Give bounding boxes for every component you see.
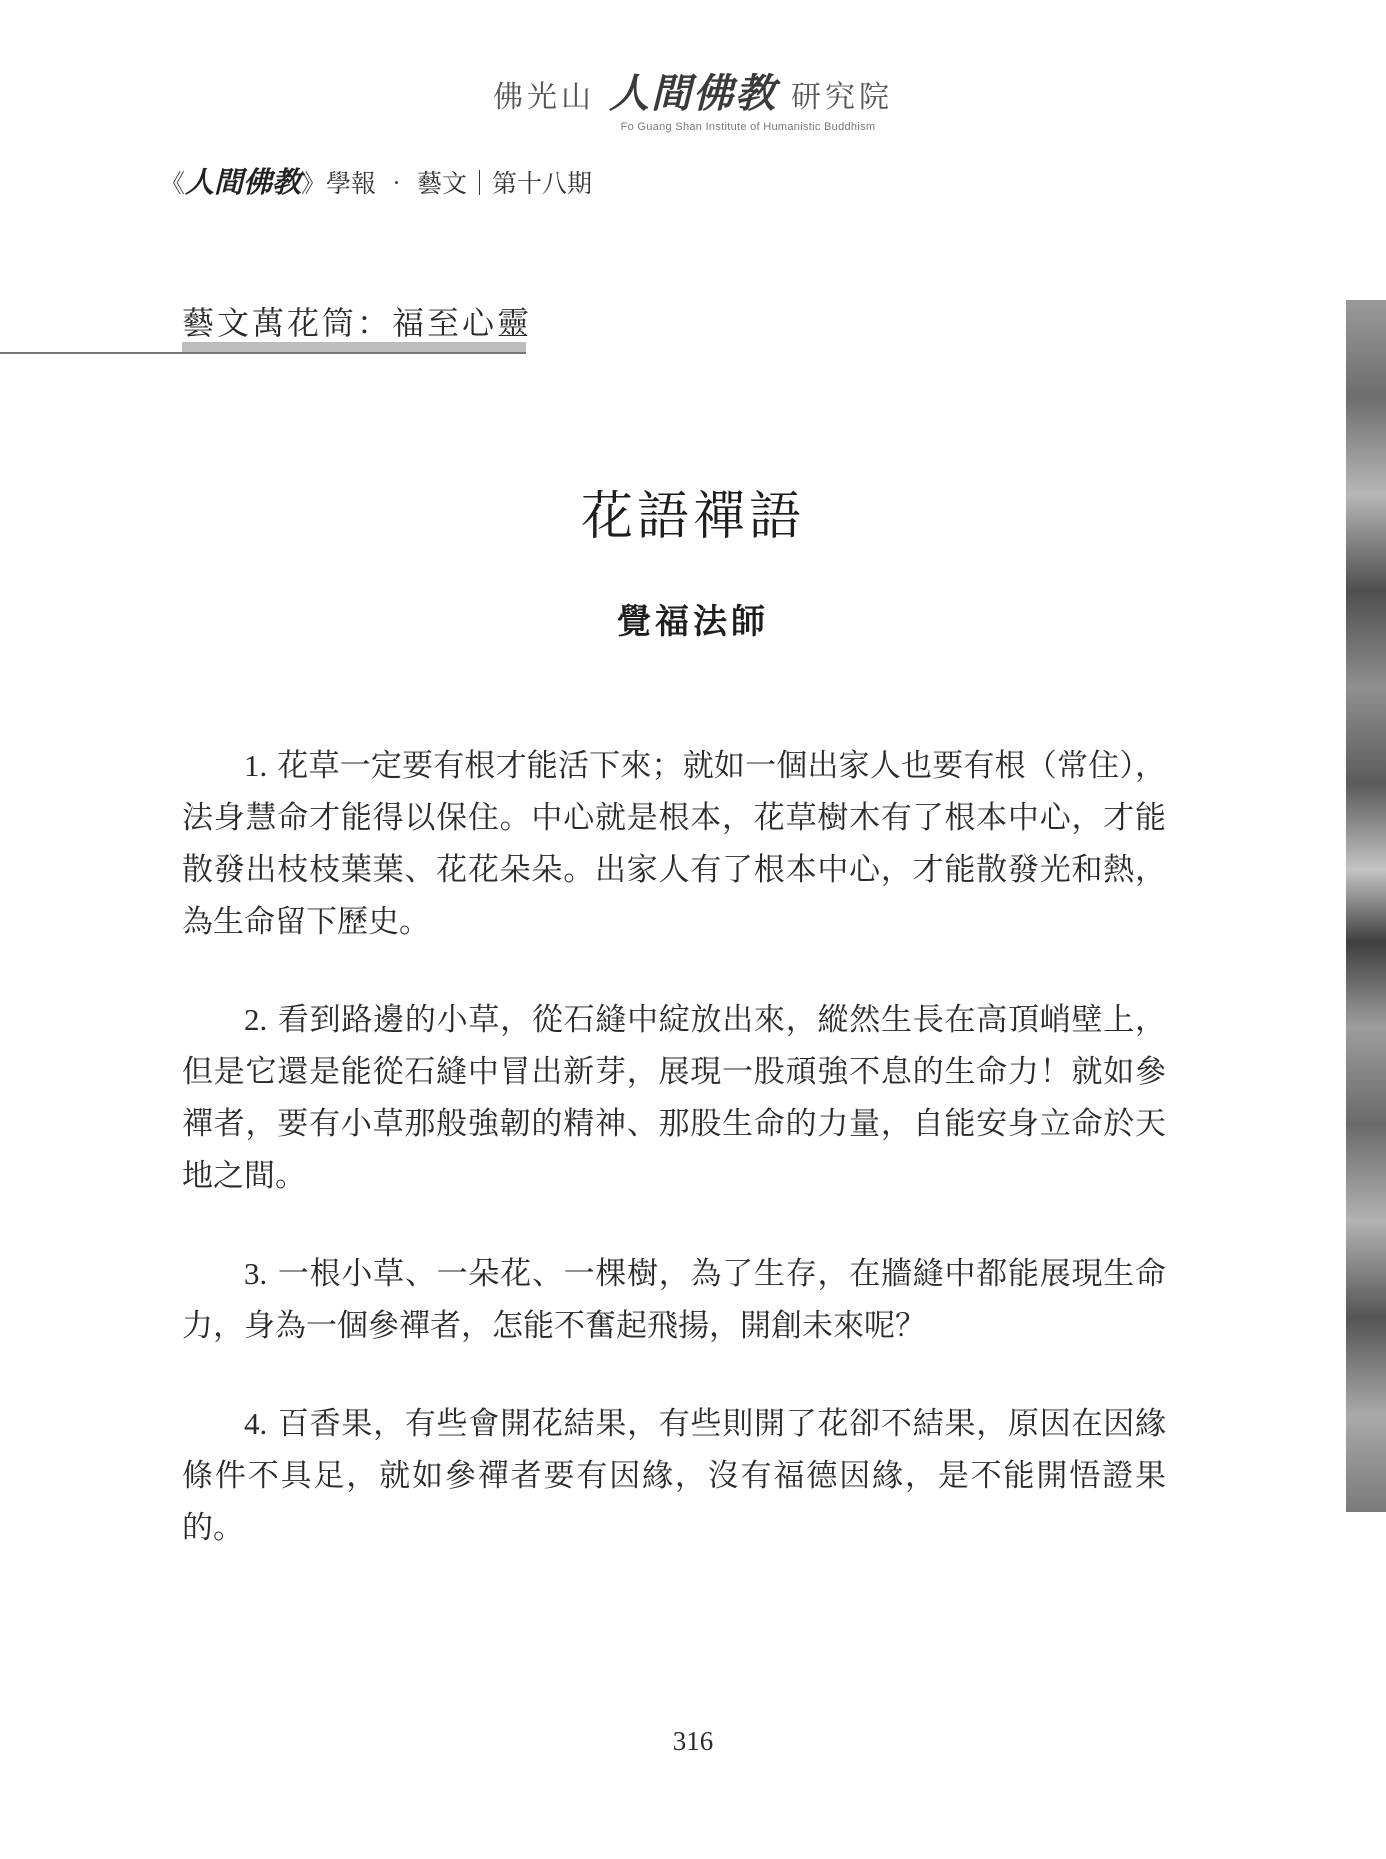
paragraph-text: 看到路邊的小草，從石縫中綻放出來，縱然生長在高頂峭壁上，但是它還是能從石縫中冒出新芽，展現一股頑強不息的生命力！就如參禪者，要有小草那般強韌的精神、那股生命的力量，自能安身立命於天地之間。 <box>182 1002 1167 1194</box>
page-number: 316 <box>672 1726 714 1756</box>
institute-brand: 人間佛教 <box>609 70 777 117</box>
running-head-open-bracket: 《 <box>160 169 186 198</box>
journal-running-head <box>160 160 592 201</box>
article-body <box>182 740 1166 1600</box>
article-title: 花語禪語 <box>580 487 805 547</box>
paragraph-1 <box>182 740 1166 948</box>
institute-logo <box>493 62 893 119</box>
paragraph-text: 一根小草、一朵花、一棵樹，為了生存，在牆縫中都能展現生命力，身為一個參禪者，怎能不奮起飛揚，開創未來呢？ <box>182 1256 1167 1344</box>
article-author: 覺福法師 <box>617 602 769 642</box>
paragraph-3 <box>182 1248 1166 1352</box>
paragraph-number: 3. <box>244 1256 268 1291</box>
paragraph-text: 花草一定要有根才能活下來；就如一個出家人也要有根（常住），法身慧命才能得以保住。中心就是根本，花草樹木有了根本中心，才能散發出枝枝葉葉、花花朵朵。出家人有了根本中心，才能散發光和熱，為生命留下歷史。 <box>182 748 1166 940</box>
running-head-brand: 人間佛教 <box>185 165 302 199</box>
paragraph-number: 4. <box>244 1406 268 1441</box>
institute-header <box>0 62 1386 133</box>
paragraph-text: 百香果，有些會開花結果，有些則開了花卻不結果，原因在因緣條件不具足，就如參禪者要有因緣，沒有福德因緣，是不能開悟證果的。 <box>182 1406 1167 1546</box>
institute-name-post: 研究院 <box>791 80 893 115</box>
paragraph-number: 2. <box>244 1002 268 1037</box>
paragraph-number: 1. <box>244 748 268 783</box>
institute-english-name: Fo Guang Shan Institute of Humanistic Buddhism <box>620 121 876 133</box>
section-label: 藝文萬花筒：福至心靈 <box>182 304 533 342</box>
running-head-issue: 學報 ‧ 藝文｜第十八期 <box>326 169 592 198</box>
section-underline-bar <box>182 342 526 352</box>
institute-name-pre: 佛光山 <box>493 80 595 115</box>
paragraph-4 <box>182 1398 1166 1554</box>
running-head-close-bracket: 》 <box>301 169 327 198</box>
section-divider-line <box>0 352 526 354</box>
paragraph-2 <box>182 994 1166 1202</box>
